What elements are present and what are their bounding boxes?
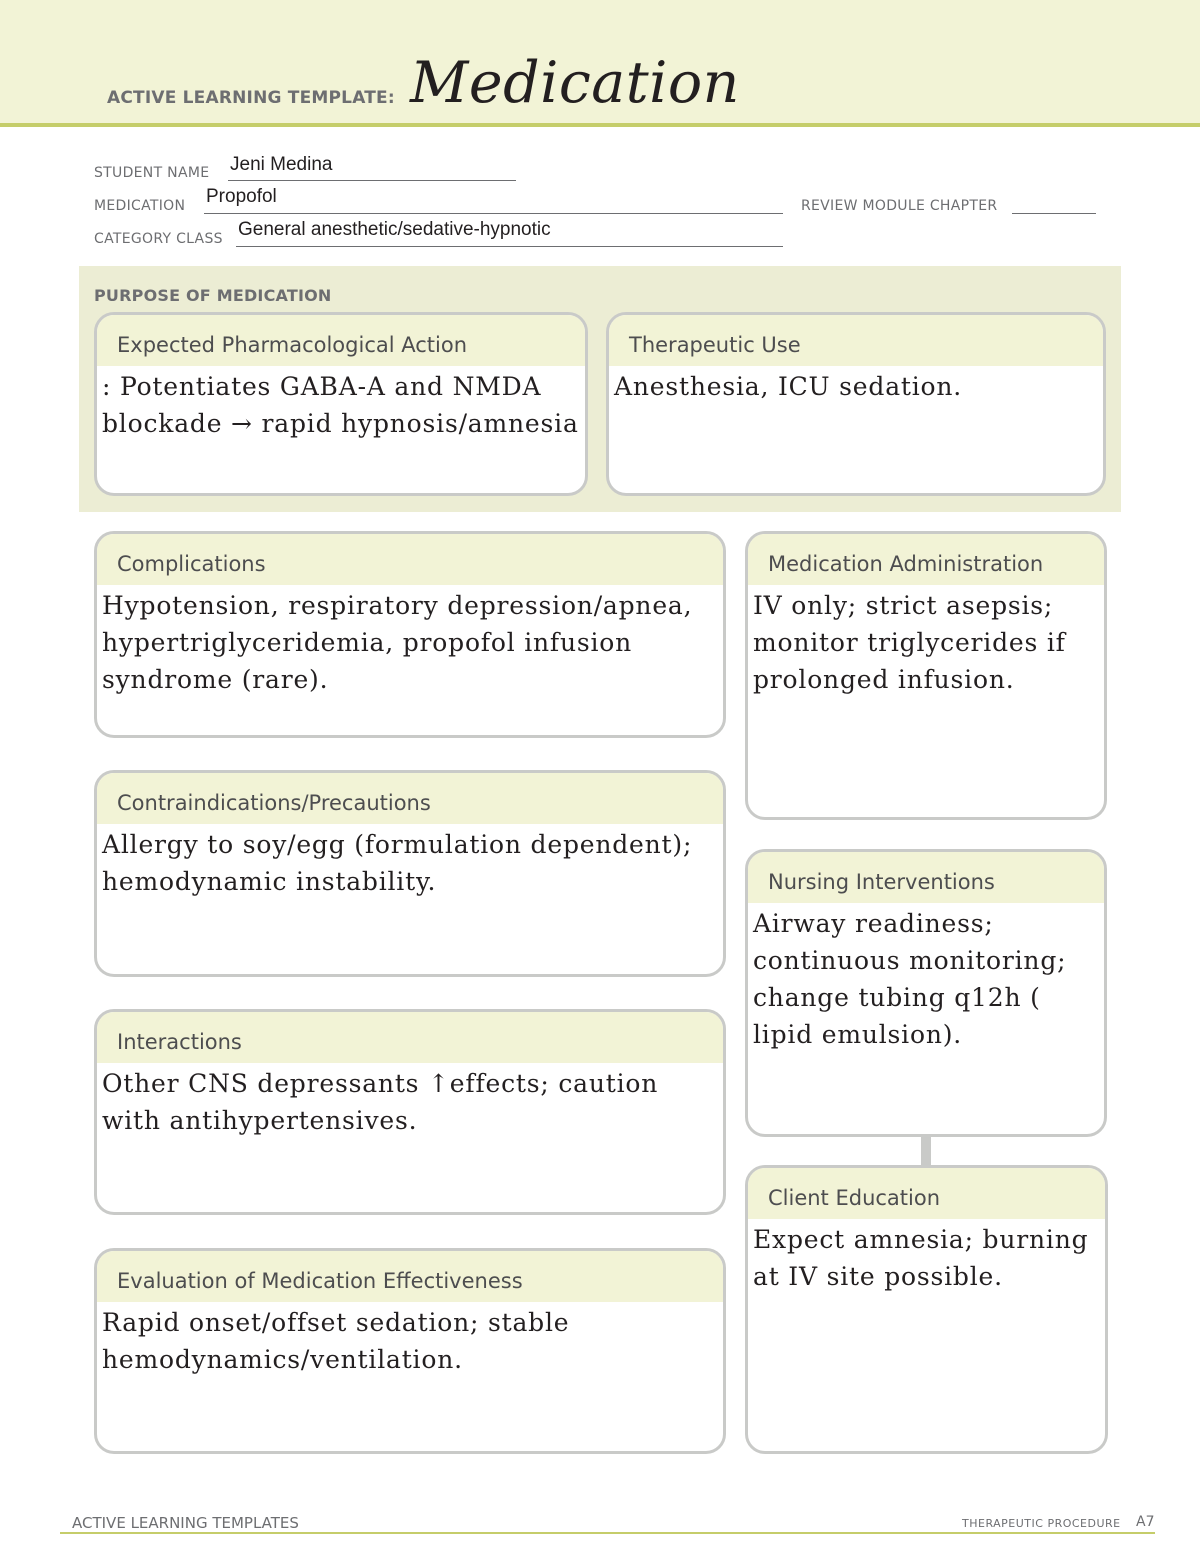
contraindications-heading: Contraindications/Precautions — [97, 773, 723, 824]
administration-heading: Medication Administration — [748, 534, 1104, 585]
page-number: A7 — [1136, 1514, 1155, 1530]
category-class-line — [236, 246, 783, 247]
review-module-line — [1012, 213, 1096, 214]
template-label: ACTIVE LEARNING TEMPLATE: — [107, 88, 395, 108]
footer-section: THERAPEUTIC PROCEDURE — [962, 1517, 1121, 1530]
category-class-label: CATEGORY CLASS — [94, 231, 223, 247]
evaluation-text[interactable]: Rapid onset/offset sedation; stable hemodynamics/ventilation. — [102, 1308, 570, 1374]
header-divider — [0, 123, 1200, 127]
expected-action-box — [94, 312, 588, 496]
therapeutic-use-heading: Therapeutic Use — [609, 315, 1103, 366]
student-name-label: STUDENT NAME — [94, 165, 210, 181]
category-class-field[interactable]: General anesthetic/sedative-hypnotic — [238, 219, 551, 240]
therapeutic-use-box — [606, 312, 1106, 496]
contraindications-text[interactable]: Allergy to soy/egg (formulation dependent); hemodynamic instability. — [102, 830, 693, 896]
client-education-heading: Client Education — [748, 1168, 1105, 1219]
page-title: Medication — [410, 50, 740, 116]
nursing-interventions-text[interactable]: Airway readiness; continuous monitoring; change tubing q12h ( lipid emulsion). — [753, 909, 1067, 1049]
client-education-text[interactable]: Expect amnesia; burning at IV site possible. — [753, 1225, 1089, 1291]
expected-action-heading: Expected Pharmacological Action — [97, 315, 585, 366]
student-name-field[interactable]: Jeni Medina — [230, 154, 333, 175]
complications-box — [94, 531, 726, 738]
nursing-interventions-heading: Nursing Interventions — [748, 852, 1104, 903]
therapeutic-use-text[interactable]: Anesthesia, ICU sedation. — [614, 372, 963, 401]
expected-action-text[interactable]: : Potentiates GABA-A and NMDA blockade → rapid hypnosis/amnesia — [102, 372, 579, 438]
interactions-heading: Interactions — [97, 1012, 723, 1063]
nursing-interventions-box — [745, 849, 1107, 1137]
interactions-box — [94, 1009, 726, 1215]
complications-text[interactable]: Hypotension, respiratory depression/apnea, hypertriglyceridemia, propofol infusion syndrome (rare). — [102, 591, 693, 694]
purpose-title: PURPOSE OF MEDICATION — [94, 286, 332, 305]
medication-label: MEDICATION — [94, 198, 186, 214]
medication-field[interactable]: Propofol — [206, 186, 277, 207]
administration-text[interactable]: IV only; strict asepsis; monitor triglycerides if prolonged infusion. — [753, 591, 1066, 694]
footer-divider — [60, 1532, 1155, 1534]
student-name-line — [228, 180, 516, 181]
client-education-box — [745, 1165, 1108, 1454]
review-module-label: REVIEW MODULE CHAPTER — [801, 198, 998, 214]
contraindications-box — [94, 770, 726, 977]
administration-box — [745, 531, 1107, 820]
complications-heading: Complications — [97, 534, 723, 585]
medication-line — [204, 213, 783, 214]
evaluation-heading: Evaluation of Medication Effectiveness — [97, 1251, 723, 1302]
footer-title: ACTIVE LEARNING TEMPLATES — [72, 1514, 299, 1532]
interactions-text[interactable]: Other CNS depressants ↑effects; caution with antihypertensives. — [102, 1069, 659, 1135]
evaluation-box — [94, 1248, 726, 1454]
box-connector — [921, 1135, 931, 1166]
